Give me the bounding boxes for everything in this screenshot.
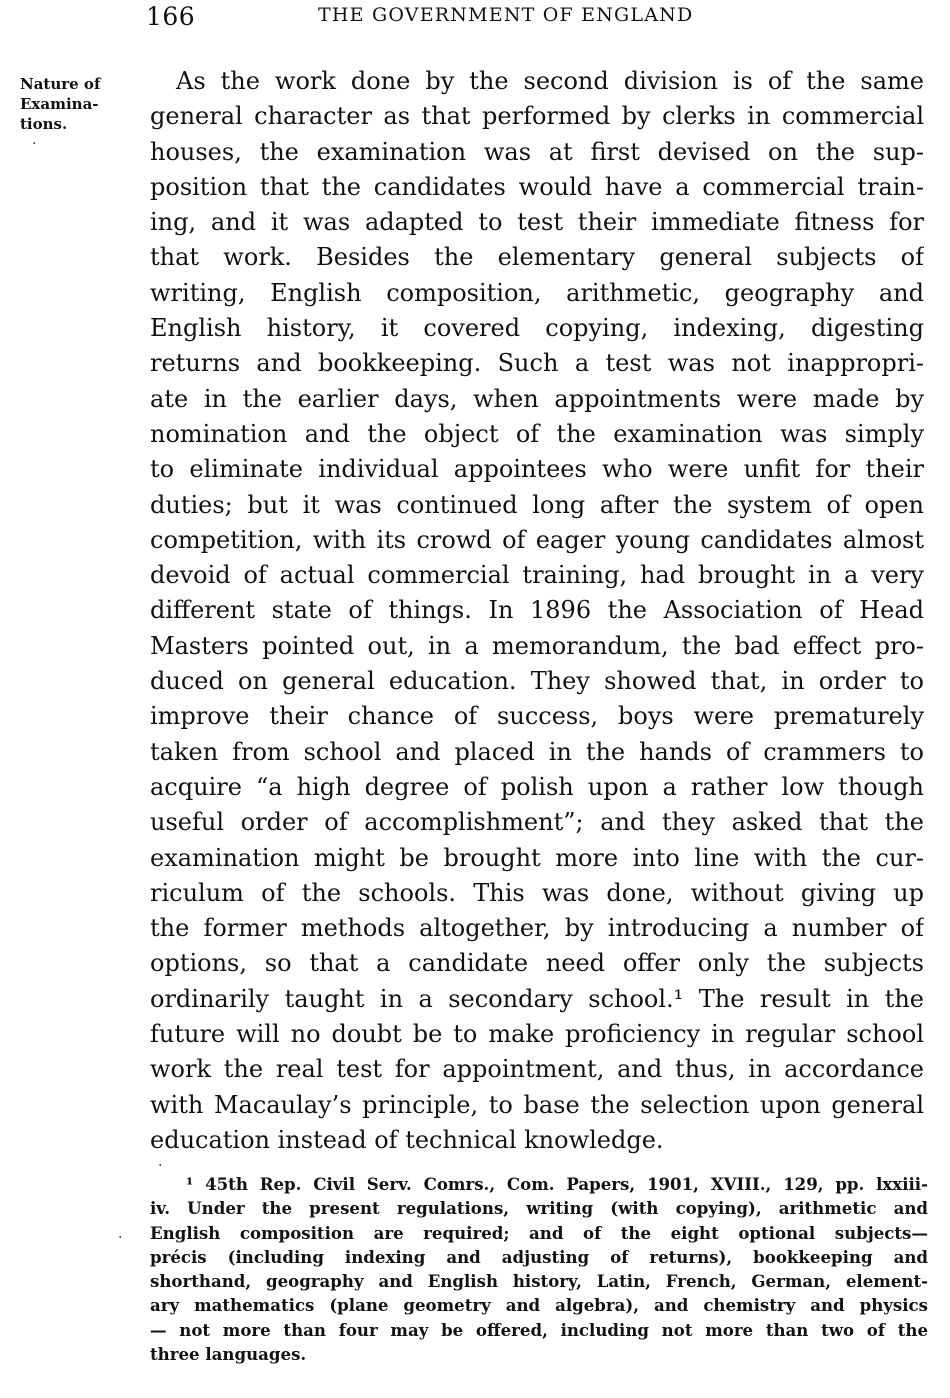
body-line: examination might be brought more into line with the cur- xyxy=(150,843,924,872)
body-line: nomination and the object of the examination was simply xyxy=(150,419,924,448)
body-line: As the work done by the second division is of the same xyxy=(176,67,924,95)
body-line: general character as that performed by clerks in commercial xyxy=(150,102,924,131)
body-line: improve their chance of success, boys were prematurely xyxy=(150,702,924,731)
scan-speck: · xyxy=(158,1158,163,1174)
body-line: acquire “a high degree of polish upon a rather low though xyxy=(150,772,924,801)
scan-speck: · xyxy=(32,136,37,152)
footnote-line: ¹ 45th Rep. Civil Serv. Comrs., Com. Papers, 1901, XVIII., 129, pp. lxxiii- xyxy=(186,1174,928,1194)
body-line: houses, the examination was at first devised on the sup- xyxy=(150,137,924,166)
margin-note xyxy=(20,74,138,134)
footnote-line: précis (including indexing and adjusting of returns), bookkeeping and xyxy=(150,1246,928,1267)
body-line: devoid of actual commercial training, had brought in a very xyxy=(150,561,924,590)
body-line: that work. Besides the elementary general subjects of xyxy=(150,243,924,272)
body-line: the former methods altogether, by introducing a number of xyxy=(150,914,924,943)
footnote-line: shorthand, geography and English history, Latin, French, German, element- xyxy=(150,1271,928,1292)
body-line: education instead of technical knowledge. xyxy=(150,1125,664,1154)
body-line: Masters pointed out, in a memorandum, the bad effect pro- xyxy=(150,631,924,660)
scan-speck: · xyxy=(118,1230,123,1246)
margin-note-line: Nature of xyxy=(20,75,101,93)
page-number: 166 xyxy=(146,2,196,31)
body-line: different state of things. In 1896 the Association of Head xyxy=(150,596,924,625)
footnote-line: English composition are required; and of the eight optional subjects— xyxy=(150,1222,928,1243)
running-head: THE GOVERNMENT OF ENGLAND xyxy=(318,4,694,26)
body-line: duties; but it was continued long after the system of open xyxy=(150,490,924,519)
body-line: options, so that a candidate need offer only the subjects xyxy=(150,949,924,978)
footnote-line: — not more than four may be offered, including not more than two of the xyxy=(150,1319,928,1340)
body-line: taken from school and placed in the hands of crammers to xyxy=(150,737,924,766)
body-line: writing, English composition, arithmetic, geography and xyxy=(150,278,924,307)
footnote-line: ary mathematics (plane geometry and algebra), and chemistry and physics xyxy=(150,1295,928,1316)
footnote xyxy=(150,1172,928,1366)
body-paragraph xyxy=(150,64,924,1158)
body-line: riculum of the schools. This was done, without giving up xyxy=(150,878,924,907)
body-line: ate in the earlier days, when appointments were made by xyxy=(150,384,924,413)
body-line: with Macaulay’s principle, to base the selection upon general xyxy=(150,1090,924,1119)
margin-note-line: Examina- xyxy=(20,95,99,113)
margin-note-line: tions. xyxy=(20,115,68,133)
footnote-line: iv. Under the present regulations, writing (with copying), arithmetic and xyxy=(150,1198,928,1219)
body-line: returns and bookkeeping. Such a test was not inappropri- xyxy=(150,349,924,378)
footnote-line: three languages. xyxy=(150,1344,307,1365)
body-line: position that the candidates would have a commercial train- xyxy=(150,172,924,201)
body-line: useful order of accomplishment”; and they asked that the xyxy=(150,808,924,837)
body-line: ordinarily taught in a secondary school.¹ The result in the xyxy=(150,984,924,1013)
body-line: competition, with its crowd of eager young candidates almost xyxy=(150,525,924,554)
body-line: future will no doubt be to make proficiency in regular school xyxy=(150,1020,924,1049)
body-line: work the real test for appointment, and thus, in accordance xyxy=(150,1055,924,1084)
body-line: English history, it covered copying, indexing, digesting xyxy=(150,314,924,343)
body-line: duced on general education. They showed that, in order to xyxy=(150,667,924,696)
body-line: ing, and it was adapted to test their immediate fitness for xyxy=(150,208,924,237)
body-line: to eliminate individual appointees who were unfit for their xyxy=(150,455,924,484)
